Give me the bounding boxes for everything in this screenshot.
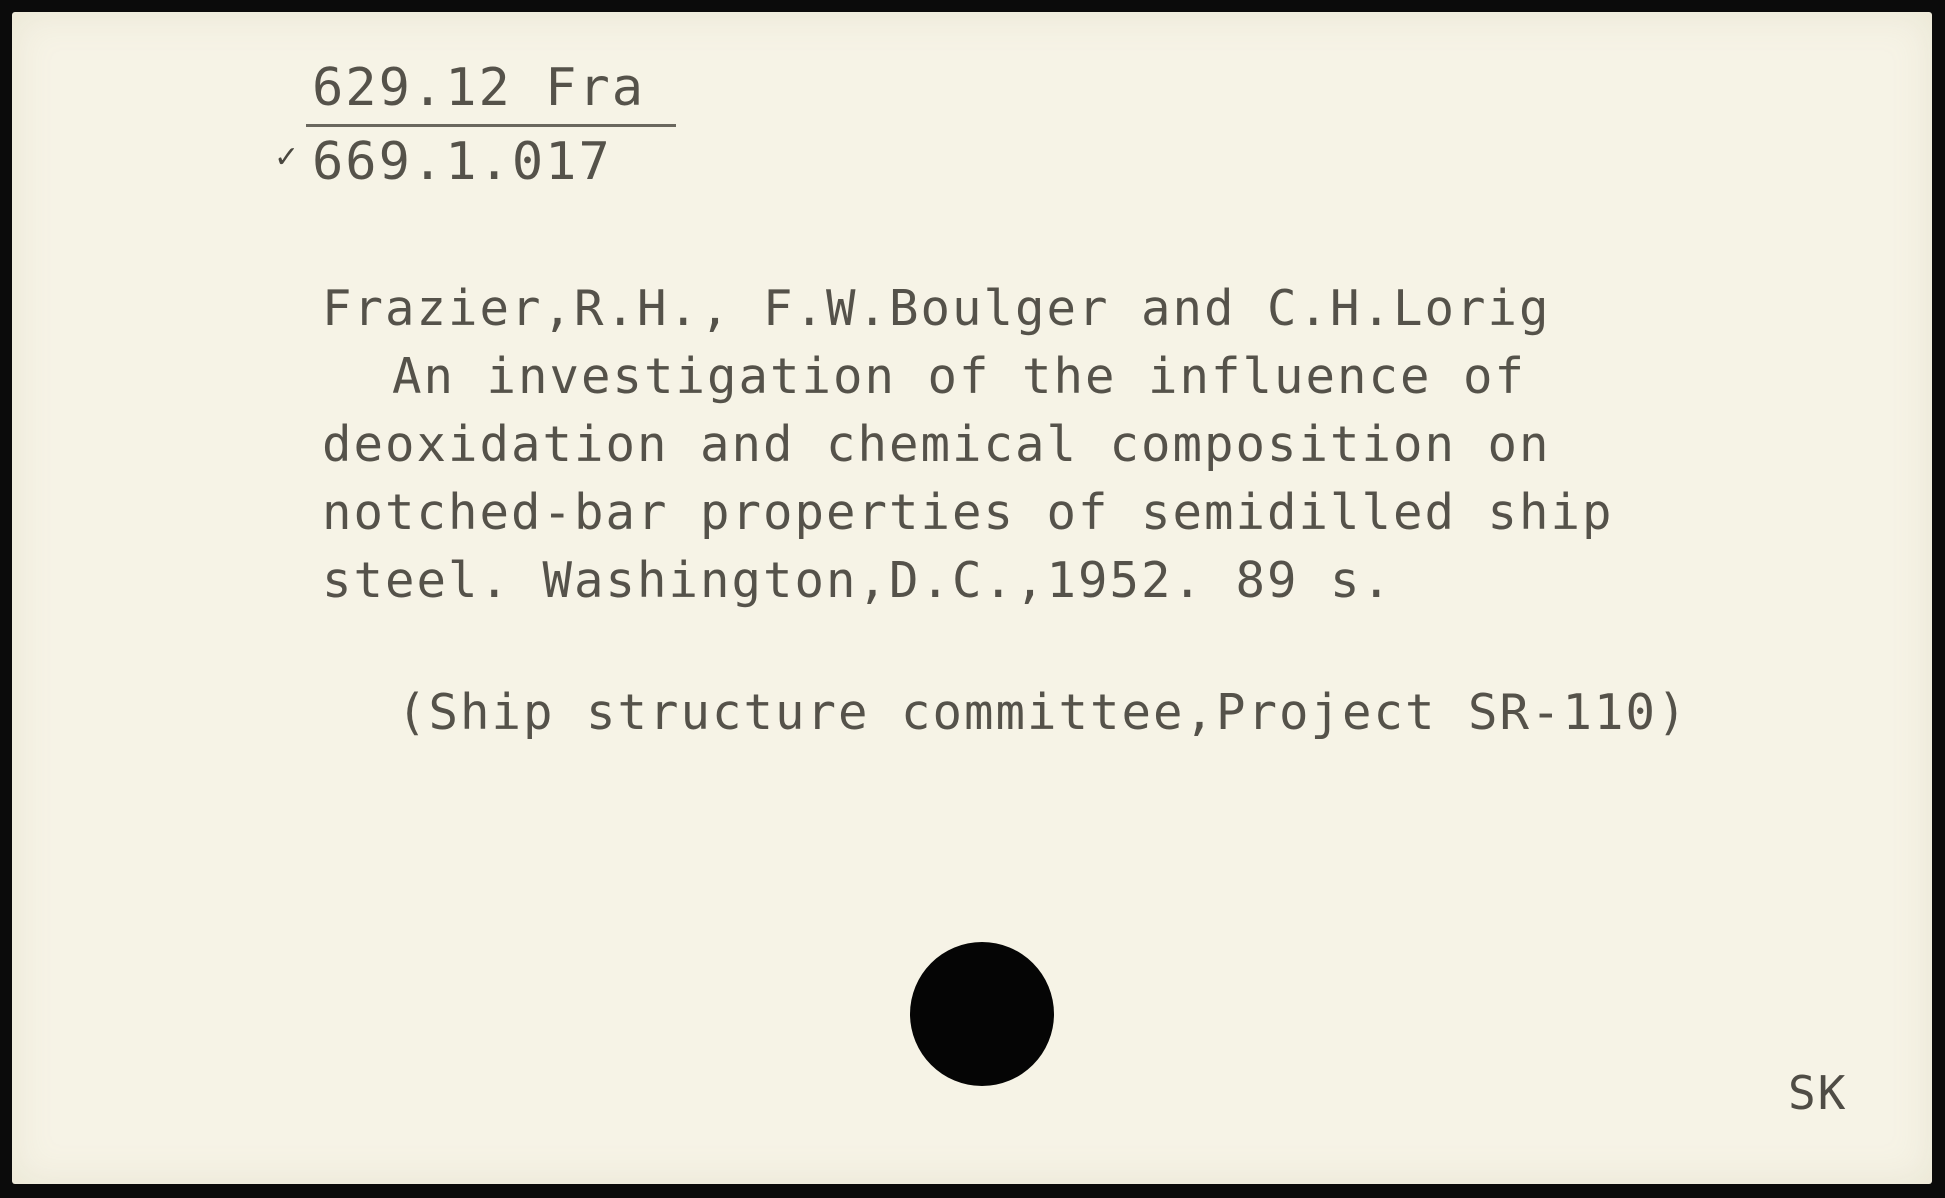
catalog-card [12,12,1932,1184]
initials: SK [1788,1066,1848,1120]
title-line-3: notched-bar properties of semidilled ship [322,484,1614,541]
title-line-4: steel. Washington,D.C.,1952. 89 s. [322,552,1394,609]
author-line: Frazier,R.H., F.W.Boulger and C.H.Lorig [322,280,1551,337]
call-number-underline [306,124,676,127]
title-line-1: An investigation of the influence of [392,348,1527,405]
call-number-line1: 629.12 Fra [312,58,646,118]
check-mark-icon: ✓ [274,140,300,175]
title-line-2: deoxidation and chemical composition on [322,416,1551,473]
punch-hole [910,942,1054,1086]
series-note: (Ship structure committee,Project SR-110) [397,684,1689,741]
call-number-line2: 669.1.017 [312,132,612,192]
